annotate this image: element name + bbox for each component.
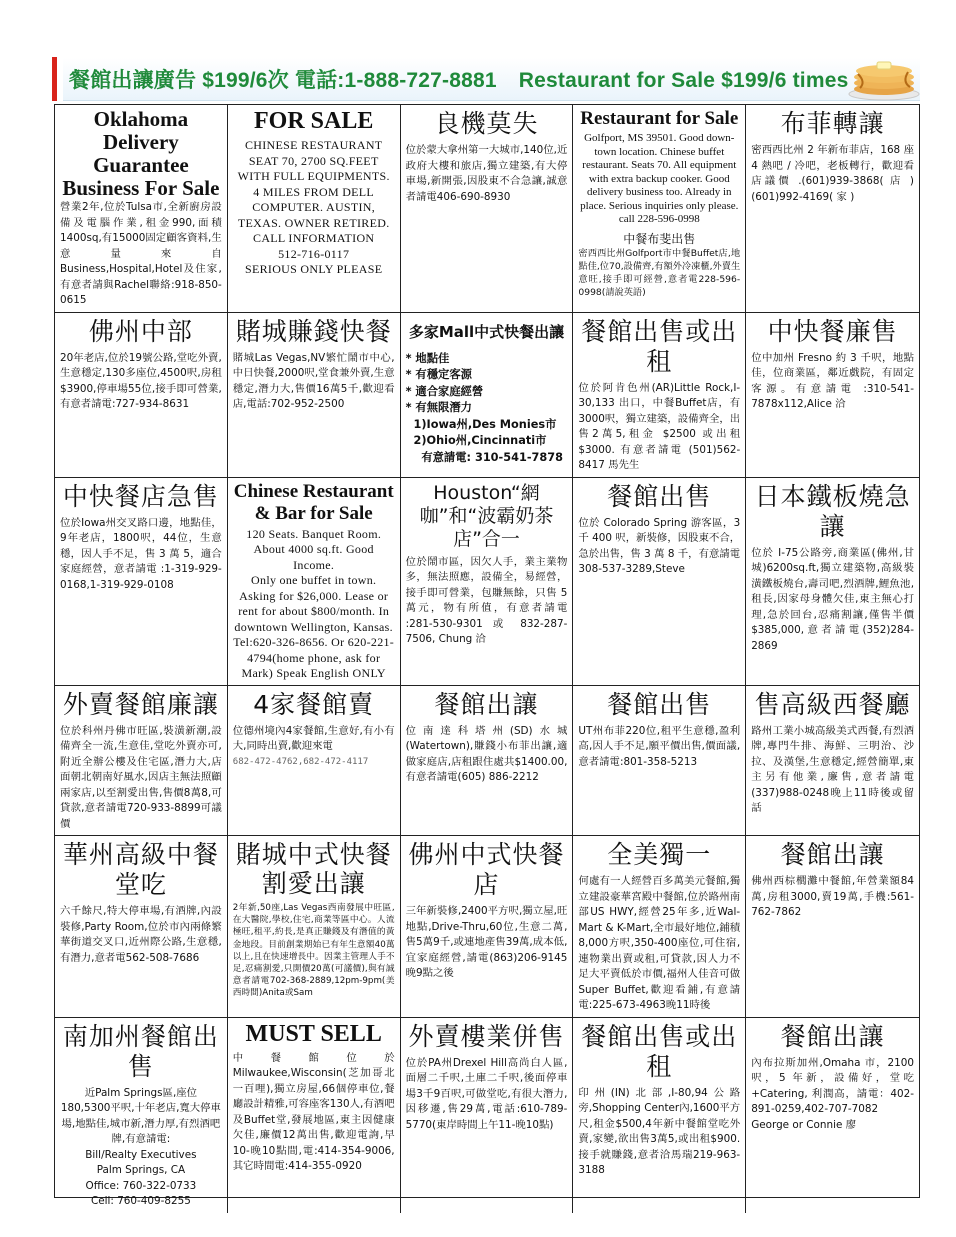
- ad-cell: [573, 836, 746, 1018]
- ad-cell: [746, 1018, 919, 1213]
- ad-body: * 地點佳 * 有穩定客源 * 適合家庭經營 * 有無限潛力 1)Iowa州,Des Monies市 2)Ohio州,Cincinnati市 有意請電: 310-541-7878: [405, 351, 563, 464]
- ad-title: MUST SELL: [245, 1020, 382, 1047]
- ad-cell: [746, 105, 919, 313]
- ad-body: 位於科州丹佛市旺區,裝潢新潮,設備齊全一流,生意佳,堂吃外賣亦可,附近全辦公樓及住宅區,潛力大,店面朝北朝南好風水,因店主無法照顧兩家店,以至割愛出售,售價8萬8,可貸款,意者請電720-933-8899可議價: [60, 724, 222, 830]
- ad-cell: [55, 836, 228, 1018]
- ad-title: 日本鐵板燒急讓: [754, 481, 911, 541]
- banner-zh: 餐館出讓廣告 $199/6次 電話:1-888-727-8881: [69, 68, 497, 92]
- ad-cell: [573, 105, 746, 313]
- ad-body: 位於蒙大拿州第一大城市,140位,近政府大樓和旅店,獨立建築,有大停車場,新開張,因股東不合急讓,誠意者請電406-690-8930: [405, 144, 568, 203]
- ad-body: 位德州境內4家餐館,生意好,有小有大,同時出賣,歡迎來電: [232, 724, 395, 752]
- ad-body: 三年新裝修,2400平方呎,獨立屋,旺地點,Drive-Thru,60位,生意二萬,售5萬9千,或連地產售39萬,成本低,宜家庭經營,請電(863)206-9145晚9點之後: [405, 905, 568, 979]
- ad-title: Oklahoma Delivery Guarantee Business For Sale: [62, 107, 220, 200]
- ad-body: 位於PA州Drexel Hill高尚白人區,面層二千呎,土庫二千呎,後面停車場3千9百呎,可做堂吃,有很大潛力,因移遷,售29萬,電話:610-789-5770(東岸時間上午11-晚10點): [405, 1056, 568, 1131]
- ad-cell: [746, 478, 919, 686]
- ad-cell: [55, 478, 228, 686]
- ad-title: 華州高級中餐堂吃: [62, 840, 219, 899]
- ad-body-secondary: 密西西比州Golfport市中餐Buffet店,地點佳,位70,設備齊,有額外冷凍櫃,外賣生意旺,接手即可經營,意者電228-596-0998(請說英語): [578, 247, 741, 298]
- ad-title: 外賣餐館廉讓: [62, 689, 219, 719]
- ad-title: 餐館出售或出租: [581, 316, 738, 376]
- ad-body: 120 Seats. Banquet Room. About 4000 sq.ft. Good Income. Only one buffet in town. Asking for $26,000. Lease or rent for about $800/month. In downtown Wellington, Kansas. Tel:620-326-8656. Or 620-221- 4794(home phone, ask for Mark) Speak English ONLY: [233, 526, 395, 680]
- ad-title: Houston“網咖”和“波霸奶茶店”合一: [419, 481, 554, 550]
- pancake-icon: [846, 56, 922, 102]
- ad-body: 路州工業小城高級美式西餐,有烈酒牌,專門牛排、海鮮、三明治、沙拉、及漢堡,生意穩定,經營簡單,東主另有他業,廉售,意者請電(337)988-0248晚上11時後或留話: [751, 724, 914, 814]
- ad-cell: [746, 313, 919, 478]
- ad-cell: [746, 686, 919, 837]
- banner-en: Restaurant for Sale $199/6 times: [518, 68, 849, 92]
- ad-body: 位於 I-75公路旁,商業區(佛州,甘城)6200sq.ft,獨立建築物,高級裝潢鐵板燒台,壽司吧,烈酒牌,鯉魚池,租長,因家母身體欠佳,東主無心打理,急於回台,忍痛割讓,僅售半價$385,000,意者請電(352)284-2869: [751, 546, 914, 652]
- ad-body: UT州布菲220位,租平生意穩,盈利高,因人手不足,願平價出售,價面議,意者請電:801-358-5213: [578, 724, 741, 768]
- ad-title: 良機莫失: [434, 109, 539, 138]
- ad-title: 4家餐館賣: [253, 689, 375, 719]
- ad-body-secondary: 682-472-4762,682-472-4117: [232, 756, 369, 767]
- ad-title: 中快餐廉售: [767, 316, 898, 346]
- ad-title: 佛州中部: [88, 316, 193, 346]
- ad-cell: [55, 313, 228, 478]
- ad-body: 位於阿肯色州(AR)Little Rock,I-30,133 出口，中餐Buffet店，有3000呎，獨立建築，設備齊全，出售2萬5,租金 $2500 或出租 $3000. 有意者請電 (501)562-8417 馬先生: [578, 381, 744, 471]
- ad-cell: [401, 836, 574, 1018]
- ad-cell: [401, 105, 574, 313]
- ad-body: 近Palm Springs區,座位180,5300平呎,十年老店,寬大停車場,地點佳,城市新,潛力厚,有烈酒吧牌,有意請電: Bill/Realty Executives Palm Springs, CA Office: 760-322-0733 Cell: 760-409-8255: [60, 1086, 221, 1207]
- banner-text: [63, 64, 848, 94]
- ad-body: 六千餘尺,特大停車場,有酒牌,內設裝修,Party Room,位於市內兩條繁華街道交叉口,近州際公路,生意穩,有潛力,意者電562-508-7686: [60, 905, 222, 964]
- ad-title: FOR SALE: [254, 108, 374, 134]
- ad-title: 餐館出讓: [780, 840, 885, 869]
- ad-body: 佛州西棕櫚灘中餐館,年營業額84萬,房租3000,賣19萬,手機:561-762-7862: [751, 875, 914, 918]
- ad-title: 多家Mall中式快餐出讓: [408, 322, 565, 341]
- ad-cell: [573, 686, 746, 837]
- ad-body: 位於鬧市區，因欠人手，業主業物多，無法照應，設備全，易經營，接手即可營業，包賺無餘，只售 5 萬元，物有所值，有意者請電 :281-530-9301 或 832-287-7506, Chung 洽: [405, 555, 571, 645]
- ad-cell: [228, 686, 401, 837]
- ad-title: 全美獨一: [607, 840, 712, 869]
- banner-band: [63, 58, 920, 101]
- ad-body: 20年老店,位於19號公路,堂吃外賣,生意穩定,130多座位,4500呎,房租$3900,停車場55位,接手即可營業,有意者請電:727-934-8631: [60, 351, 222, 410]
- ad-title: 餐館出讓: [434, 689, 539, 719]
- ad-cell: [746, 836, 919, 1018]
- ad-body: 密西西比州 2 年新布菲店，168 座 4 熱吧 / 冷吧，老板轉行，歡迎看店議價 .(601)939-3868( 店 )(601)992-4169( 家 ): [751, 144, 918, 203]
- ad-body: 2年新,50座,Las Vegas西南發展中旺區,在大醫院,學校,住宅,商業等區中心。人流極旺,租平,約長,是真正賺錢及有潛值的黃金地段。目前創業期始已有年生意額40萬以上,且在快速增長中。因業主管理人手不足,忍痛割愛,只開價20萬(可議價),與有誠意者請電702-368-2889,12pm-9pm(美西時間)Anita或Sam: [232, 903, 395, 999]
- ad-title: 餐館出售或出租: [581, 1021, 738, 1081]
- ad-cell: [573, 478, 746, 686]
- ad-body: Golfport, MS 39501. Good down-town location. Chinese buffet restaurant. Seats 70. All equipment with extra backup cooker. Good delivery business too. Already in place. Serious inquiries only please. call 228-596-0998: [580, 132, 739, 225]
- ad-body: 何處有一人經營百多萬美元餐館,獨立建設豪華宮殿中餐館,位於路州南部US HWY,經營25年多,近Wal-Mart & K-Mart,全市最好地位,鋪積8,000方呎,350-400座位,可住宿,連物業出賣或租,可貸款,因人力不足大平賣低於市價,福州人佳音可做Super Buffet,歡迎看鋪,有意請電:225-673-4963晚11時後: [578, 875, 741, 1011]
- ads-grid: [54, 104, 920, 1207]
- ad-body: 內布拉斯加州,Omaha 市，2100 呎，5 年新，設備好，堂吃 +Catering, 利潤高，請電：402-891-0259,402-707-7082 George or Connie 廖: [751, 1056, 918, 1131]
- ad-title: 南加州餐館出售: [62, 1021, 219, 1081]
- ad-title: Restaurant for Sale: [580, 108, 739, 129]
- ad-cell: [401, 686, 574, 837]
- header-banner: [52, 54, 920, 104]
- ad-body: CHINESE RESTAURANT SEAT 70, 2700 SQ.FEET WITH FULL EQUIPMENTS. 4 MILES FROM DELL COMPUTER. AUSTIN, TEXAS. OWNER RETIRED. CALL INFORMATION 512-716-0117 SERIOUS ONLY PLEASE: [237, 138, 390, 276]
- ad-body: 位南達科塔州(SD)水城(Watertown),賺錢小布菲出讓,適做家庭店,店租跟住處共$1400.00,有意者請電(605) 886-2212: [405, 724, 568, 783]
- ad-cell: [573, 1018, 746, 1213]
- ad-title: 佛州中式快餐店: [408, 840, 565, 899]
- ad-cell: [55, 686, 228, 837]
- ad-body: 位中加州 Fresno 約 3 千呎，地點佳，位商業區，鄰近戲院，有固定客源。有意請電 :310-541-7878x112,Alice 洽: [751, 351, 914, 410]
- ad-cell: [55, 105, 228, 313]
- ad-body: 營業2年,位於Tulsa市,全新廚房設備及電腦作業,租金990,面積1400sq,有15000固定顧客資料,生意量來自Business,Hospital,Hotel及住家,有意者請與Rachel聯絡:918-850-0615: [60, 201, 222, 306]
- ad-body: 位於Iowa州交叉路口邊，地點佳，9年老店，1800呎，44位，生意穩，因人手不足，售 3 萬 5，適合家庭經營，意者請電 :1-319-929-0168,1-319-929-0108: [60, 516, 222, 591]
- ad-cell: [228, 105, 401, 313]
- ad-cell: [228, 478, 401, 686]
- ad-title: 賭城中式快餐割愛出讓: [235, 840, 392, 898]
- ad-body: 位於 Colorado Spring 游客區，3 千 400 呎，新裝修，因股東不合，急於出售，售 3 萬 8 千，有意請電 308-537-3289,Steve: [578, 516, 744, 575]
- ad-title: Chinese Restaurant & Bar for Sale: [233, 480, 394, 524]
- ad-cell: [401, 1018, 574, 1213]
- ad-title: 餐館出售: [607, 689, 712, 719]
- ad-body: 賭城Las Vegas,NV繁忙鬧市中心,中日快餐,2000呎,堂食兼外賣,生意穩定,潛力大,售價16萬5千,歡迎看店,電話:702-952-2500: [232, 351, 395, 410]
- ad-title: 布菲轉讓: [780, 109, 885, 138]
- ad-subtitle: 中餐布斐出售: [623, 231, 696, 246]
- ad-cell: [573, 313, 746, 478]
- ad-title: 中快餐店急售: [62, 481, 219, 511]
- ad-title: 餐館出售: [607, 481, 712, 511]
- ad-body: 印州(IN)北部,I-80,94公路旁,Shopping Center內,1600平方尺,租金$500,4年新中餐館堂吃外賣,家變,欲出售3萬5,或出租$900.接手就賺錢,意者洽馬瑞219-963-3188: [578, 1086, 741, 1176]
- banner-accent-bar: [52, 57, 57, 101]
- ad-title: 售高級西餐廳: [754, 689, 911, 719]
- ad-title: 外賣樓業併售: [408, 1021, 565, 1051]
- ad-cell: [55, 1018, 228, 1213]
- ad-cell: [401, 313, 574, 478]
- ad-title: 賭城賺錢快餐: [235, 316, 392, 346]
- ad-cell: [401, 478, 574, 686]
- ad-cell: [228, 836, 401, 1018]
- ad-cell: [228, 313, 401, 478]
- ad-cell: [228, 1018, 401, 1213]
- ad-body: 中餐館位於Milwaukee,Wisconsin(芝加哥北一百哩),獨立房屋,66個停車位,餐廳設計精雅,可容座客130人,有酒吧及Buffet堂,發展地區,東主因健康欠佳,廉價12萬出售,歡迎電詢,早10-晚10點間,電:414-354-9006,其它時間電:414-355-0920: [232, 1051, 395, 1172]
- ad-title: 餐館出讓: [780, 1021, 885, 1051]
